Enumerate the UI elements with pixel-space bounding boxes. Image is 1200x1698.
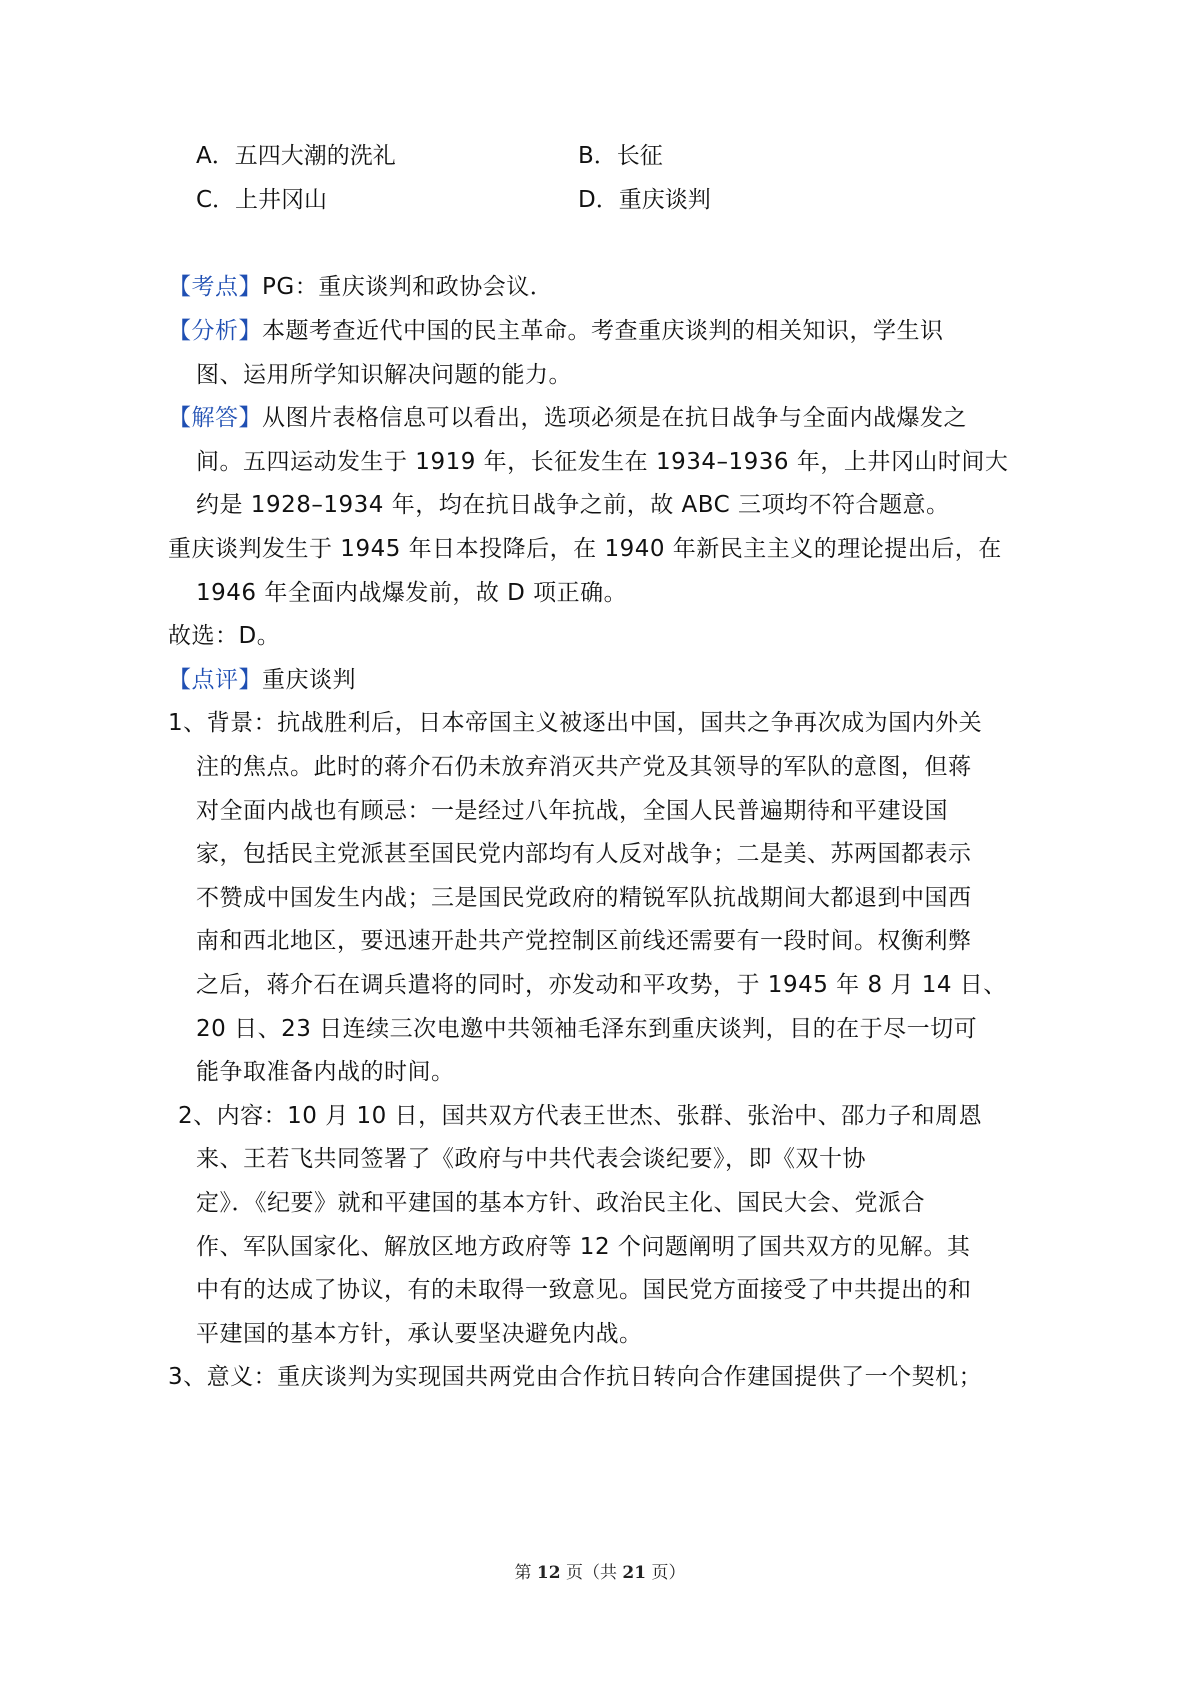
point1-line-8: 20 日、23 日连续三次电邀中共领袖毛泽东到重庆谈判，目的在于尽一切可: [196, 1016, 978, 1042]
option-b: B．长征: [578, 143, 663, 169]
footer-middle: 页（共: [560, 1563, 623, 1583]
point2-line-3: 定》．《纪要》就和平建国的基本方针、政治民主化、国民大会、党派合: [196, 1190, 925, 1216]
point2-line-1: 2、内容：10 月 10 日，国共双方代表王世杰、张群、张治中、邵力子和周恩: [178, 1103, 983, 1129]
point1-line-3: 对全面内战也有顾忌：一是经过八年抗战，全国人民普遍期待和平建设国: [196, 798, 948, 824]
point2-line-5: 中有的达成了协议，有的未取得一致意见。国民党方面接受了中共提出的和: [196, 1277, 972, 1303]
fenxi-tag: 【分析】: [168, 318, 262, 344]
point1-line-2: 注的焦点。此时的蒋介石仍未放弃消灭共产党及其领导的军队的意图，但蒋: [196, 754, 972, 780]
point1-line-5: 不赞成中国发生内战；三是国民党政府的精锐军队抗战期间大都退到中国西: [196, 885, 972, 911]
jieda-line-5: 1946 年全面内战爆发前，故 D 项正确。: [196, 580, 628, 606]
point2-line-4: 作、军队国家化、解放区地方政府等 12 个问题阐明了国共双方的见解。其: [196, 1234, 971, 1260]
fenxi-text-1: 本题考查近代中国的民主革命。考查重庆谈判的相关知识，学生识: [262, 318, 944, 344]
kaodian-line: [168, 272, 553, 302]
point1-line-9: 能争取准备内战的时间。: [196, 1059, 455, 1085]
jieda-line-3: 约是 1928–1934 年，均在抗日战争之前，故 ABC 三项均不符合题意。: [196, 492, 950, 518]
fenxi-line-1: [168, 316, 944, 346]
footer-suffix: 页）: [646, 1563, 686, 1583]
point1-line-4: 家，包括民主党派甚至国民党内部均有人反对战争；二是美、苏两国都表示: [196, 841, 972, 867]
footer-total-pages: 21: [622, 1563, 647, 1583]
point1-line-6: 南和西北地区，要迅速开赴共产党控制区前线还需要有一段时间。权衡利弊: [196, 928, 972, 954]
dianping-tag: 【点评】: [168, 667, 262, 693]
page-footer: [0, 1562, 1200, 1584]
option-a: A．五四大潮的洗礼: [196, 143, 396, 169]
footer-page-number: 12: [536, 1563, 561, 1583]
fenxi-line-2: 图、运用所学知识解决问题的能力。: [196, 362, 572, 388]
dianping-text: 重庆谈判: [262, 667, 356, 693]
jieda-tag: 【解答】: [168, 405, 262, 431]
dianping-line: [168, 665, 356, 695]
jieda-line-1: [168, 403, 967, 433]
footer-prefix: 第: [514, 1563, 537, 1583]
option-c: C．上井冈山: [196, 187, 328, 213]
answer-line: 故选：D。: [168, 623, 281, 649]
point2-line-6: 平建国的基本方针，承认要坚决避免内战。: [196, 1321, 643, 1347]
kaodian-text: PG：重庆谈判和政协会议．: [262, 274, 554, 300]
kaodian-tag: 【考点】: [168, 274, 262, 300]
point3-line-1: 3、意义：重庆谈判为实现国共两党由合作抗日转向合作建国提供了一个契机；: [168, 1364, 983, 1390]
point1-line-1: 1、背景：抗战胜利后，日本帝国主义被逐出中国，国共之争再次成为国内外关: [168, 710, 983, 736]
jieda-line-4: 重庆谈判发生于 1945 年日本投降后，在 1940 年新民主主义的理论提出后，在: [168, 536, 1002, 562]
option-d: D．重庆谈判: [578, 187, 711, 213]
point1-line-7: 之后，蒋介石在调兵遣将的同时，亦发动和平攻势，于 1945 年 8 月 14 日、: [196, 972, 1007, 998]
point2-line-2: 来、王若飞共同签署了《政府与中共代表会谈纪要》，即《双十协: [196, 1146, 866, 1172]
jieda-text-1: 从图片表格信息可以看出，选项必须是在抗日战争与全面内战爆发之: [262, 405, 967, 431]
jieda-line-2: 间。五四运动发生于 1919 年，长征发生在 1934–1936 年，上井冈山时间大: [196, 449, 1009, 475]
